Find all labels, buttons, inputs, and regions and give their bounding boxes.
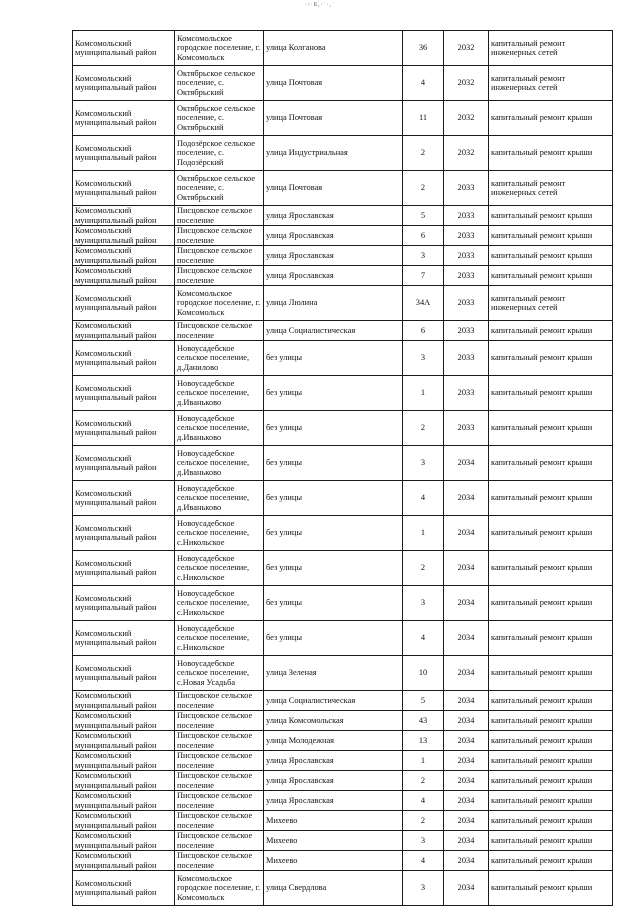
cell-house-number: 2 — [403, 411, 444, 446]
table-row — [73, 711, 613, 731]
cell-settlement: Писцовское сельское поселение — [175, 246, 264, 266]
table-row — [73, 446, 613, 481]
cell-district: Комсомольский муниципальный район — [73, 446, 175, 481]
cell-settlement: Писцовское сельское поселение — [175, 206, 264, 226]
cell-street: без улицы — [264, 621, 403, 656]
cell-house-number: 2 — [403, 811, 444, 831]
cell-house-number: 3 — [403, 246, 444, 266]
cell-year: 2034 — [444, 831, 489, 851]
cell-year: 2034 — [444, 446, 489, 481]
cell-district: Комсомольский муниципальный район — [73, 831, 175, 851]
cell-house-number: 11 — [403, 101, 444, 136]
cell-street: без улицы — [264, 411, 403, 446]
cell-street: улица Почтовая — [264, 66, 403, 101]
cell-district: Комсомольский муниципальный район — [73, 286, 175, 321]
cell-district: Комсомольский муниципальный район — [73, 551, 175, 586]
cell-settlement: Писцовское сельское поселение — [175, 751, 264, 771]
cell-year: 2033 — [444, 171, 489, 206]
cell-year: 2033 — [444, 286, 489, 321]
cell-work-type: капитальный ремонт крыши — [489, 376, 613, 411]
table-row — [73, 171, 613, 206]
cell-settlement: Писцовское сельское поселение — [175, 321, 264, 341]
cell-house-number: 2 — [403, 551, 444, 586]
table-row — [73, 246, 613, 266]
cell-district: Комсомольский муниципальный район — [73, 341, 175, 376]
cell-street: улица Ярославская — [264, 771, 403, 791]
cell-work-type: капитальный ремонт крыши — [489, 136, 613, 171]
table-row — [73, 376, 613, 411]
cell-work-type: капитальный ремонт крыши — [489, 851, 613, 871]
cell-year: 2032 — [444, 31, 489, 66]
cell-house-number: 36 — [403, 31, 444, 66]
cell-district: Комсомольский муниципальный район — [73, 411, 175, 446]
table-row — [73, 656, 613, 691]
cell-work-type: капитальный ремонт крыши — [489, 691, 613, 711]
cell-district: Комсомольский муниципальный район — [73, 751, 175, 771]
cell-year: 2033 — [444, 266, 489, 286]
cell-year: 2034 — [444, 871, 489, 906]
table-row — [73, 136, 613, 171]
cell-settlement: Комсомольское городское поселение, г. Комсомольск — [175, 286, 264, 321]
cell-work-type: капитальный ремонт инженерных сетей — [489, 66, 613, 101]
cell-settlement: Новоусадебское сельское поселение, д.Иваньково — [175, 376, 264, 411]
cell-district: Комсомольский муниципальный район — [73, 731, 175, 751]
cell-year: 2032 — [444, 136, 489, 171]
cell-year: 2034 — [444, 751, 489, 771]
table-row — [73, 226, 613, 246]
cell-work-type: капитальный ремонт крыши — [489, 621, 613, 656]
cell-house-number: 1 — [403, 376, 444, 411]
cell-house-number: 5 — [403, 206, 444, 226]
cell-settlement: Писцовское сельское поселение — [175, 711, 264, 731]
cell-settlement: Новоусадебское сельское поселение, с.Никольское — [175, 586, 264, 621]
cell-settlement: Подозёрское сельское поселение, с. Подозёрский — [175, 136, 264, 171]
cell-district: Комсомольский муниципальный район — [73, 771, 175, 791]
cell-street: улица Ярославская — [264, 266, 403, 286]
cell-house-number: 4 — [403, 851, 444, 871]
table-row — [73, 266, 613, 286]
cell-street: Михеево — [264, 811, 403, 831]
table-row — [73, 811, 613, 831]
cell-year: 2034 — [444, 691, 489, 711]
cell-district: Комсомольский муниципальный район — [73, 171, 175, 206]
cell-house-number: 3 — [403, 871, 444, 906]
cell-year: 2034 — [444, 481, 489, 516]
cell-work-type: капитальный ремонт инженерных сетей — [489, 171, 613, 206]
cell-settlement: Писцовское сельское поселение — [175, 266, 264, 286]
cell-year: 2033 — [444, 376, 489, 411]
cell-settlement: Новоусадебское сельское поселение, д.Иваньково — [175, 411, 264, 446]
table-row — [73, 31, 613, 66]
cell-street: улица Молодежная — [264, 731, 403, 751]
cell-work-type: капитальный ремонт крыши — [489, 771, 613, 791]
table-row — [73, 691, 613, 711]
table-row — [73, 516, 613, 551]
cell-year: 2033 — [444, 246, 489, 266]
cell-year: 2033 — [444, 321, 489, 341]
cell-district: Комсомольский муниципальный район — [73, 656, 175, 691]
cell-street: улица Комсомольская — [264, 711, 403, 731]
cell-work-type: капитальный ремонт крыши — [489, 811, 613, 831]
cell-district: Комсомольский муниципальный район — [73, 481, 175, 516]
cell-work-type: капитальный ремонт крыши — [489, 226, 613, 246]
cell-work-type: капитальный ремонт крыши — [489, 266, 613, 286]
cell-house-number: 13 — [403, 731, 444, 751]
cell-street: улица Свердлова — [264, 871, 403, 906]
cell-settlement: Писцовское сельское поселение — [175, 226, 264, 246]
cell-year: 2034 — [444, 731, 489, 751]
cell-district: Комсомольский муниципальный район — [73, 516, 175, 551]
table-row — [73, 551, 613, 586]
table-body — [73, 31, 613, 906]
cell-street: улица Социалистическая — [264, 321, 403, 341]
cell-settlement: Новоусадебское сельское поселение, д.Иваньково — [175, 446, 264, 481]
cell-street: без улицы — [264, 481, 403, 516]
cell-year: 2032 — [444, 101, 489, 136]
cell-year: 2033 — [444, 341, 489, 376]
cell-street: без улицы — [264, 551, 403, 586]
cell-settlement: Писцовское сельское поселение — [175, 831, 264, 851]
cell-street: улица Ярославская — [264, 206, 403, 226]
cell-house-number: 2 — [403, 136, 444, 171]
cell-house-number: 3 — [403, 586, 444, 621]
table-row — [73, 731, 613, 751]
cell-settlement: Октябрьское сельское поселение, с. Октябрьский — [175, 101, 264, 136]
cell-year: 2034 — [444, 621, 489, 656]
cell-district: Комсомольский муниципальный район — [73, 246, 175, 266]
cell-house-number: 5 — [403, 691, 444, 711]
table-row — [73, 206, 613, 226]
cell-house-number: 10 — [403, 656, 444, 691]
cell-street: без улицы — [264, 376, 403, 411]
cell-year: 2033 — [444, 226, 489, 246]
cell-district: Комсомольский муниципальный район — [73, 586, 175, 621]
table-row — [73, 586, 613, 621]
cell-street: Михеево — [264, 831, 403, 851]
cell-work-type: капитальный ремонт крыши — [489, 246, 613, 266]
cell-street: без улицы — [264, 341, 403, 376]
cell-work-type: капитальный ремонт крыши — [489, 586, 613, 621]
cell-settlement: Новоусадебское сельское поселение, с.Никольское — [175, 516, 264, 551]
table-row — [73, 286, 613, 321]
table-row — [73, 751, 613, 771]
cell-work-type: капитальный ремонт крыши — [489, 411, 613, 446]
cell-house-number: 3 — [403, 446, 444, 481]
cell-house-number: 7 — [403, 266, 444, 286]
cell-district: Комсомольский муниципальный район — [73, 206, 175, 226]
cell-year: 2032 — [444, 66, 489, 101]
cell-work-type: капитальный ремонт крыши — [489, 101, 613, 136]
cell-year: 2034 — [444, 811, 489, 831]
cell-settlement: Писцовское сельское поселение — [175, 851, 264, 871]
cell-district: Комсомольский муниципальный район — [73, 266, 175, 286]
cell-year: 2034 — [444, 771, 489, 791]
cell-house-number: 6 — [403, 321, 444, 341]
cell-work-type: капитальный ремонт крыши — [489, 791, 613, 811]
cell-year: 2034 — [444, 711, 489, 731]
cell-district: Комсомольский муниципальный район — [73, 791, 175, 811]
cell-district: Комсомольский муниципальный район — [73, 66, 175, 101]
cell-house-number: 43 — [403, 711, 444, 731]
table-row — [73, 321, 613, 341]
cell-year: 2034 — [444, 516, 489, 551]
cell-year: 2034 — [444, 586, 489, 621]
cell-street: без улицы — [264, 516, 403, 551]
cell-work-type: капитальный ремонт крыши — [489, 341, 613, 376]
cell-house-number: 34А — [403, 286, 444, 321]
cell-house-number: 1 — [403, 516, 444, 551]
cell-street: улица Социалистическая — [264, 691, 403, 711]
cell-settlement: Комсомольское городское поселение, г. Комсомольск — [175, 871, 264, 906]
cell-house-number: 2 — [403, 771, 444, 791]
cell-settlement: Комсомольское городское поселение, г. Комсомольск — [175, 31, 264, 66]
cell-settlement: Новоусадебское сельское поселение, с.Никольское — [175, 551, 264, 586]
cell-street: улица Почтовая — [264, 101, 403, 136]
cell-house-number: 4 — [403, 66, 444, 101]
table-row — [73, 791, 613, 811]
cell-street: улица Ярославская — [264, 791, 403, 811]
cell-district: Комсомольский муниципальный район — [73, 321, 175, 341]
cell-district: Комсомольский муниципальный район — [73, 226, 175, 246]
cell-work-type: капитальный ремонт крыши — [489, 871, 613, 906]
cell-street: улица Почтовая — [264, 171, 403, 206]
cell-settlement: Писцовское сельское поселение — [175, 731, 264, 751]
cell-year: 2034 — [444, 656, 489, 691]
table-row — [73, 831, 613, 851]
cell-district: Комсомольский муниципальный район — [73, 851, 175, 871]
cell-street: улица Индустриальная — [264, 136, 403, 171]
table-row — [73, 411, 613, 446]
cell-house-number: 3 — [403, 341, 444, 376]
cell-settlement: Писцовское сельское поселение — [175, 771, 264, 791]
table-row — [73, 851, 613, 871]
table-row — [73, 481, 613, 516]
cell-street: улица Колганова — [264, 31, 403, 66]
cell-house-number: 1 — [403, 751, 444, 771]
cell-district: Комсомольский муниципальный район — [73, 101, 175, 136]
cell-district: Комсомольский муниципальный район — [73, 711, 175, 731]
cell-street: улица Зеленая — [264, 656, 403, 691]
cell-house-number: 2 — [403, 171, 444, 206]
cell-work-type: капитальный ремонт крыши — [489, 446, 613, 481]
cell-year: 2033 — [444, 411, 489, 446]
cell-house-number: 3 — [403, 831, 444, 851]
cell-street: улица Люлина — [264, 286, 403, 321]
table-row — [73, 341, 613, 376]
cell-street: без улицы — [264, 586, 403, 621]
cell-settlement: Писцовское сельское поселение — [175, 811, 264, 831]
cell-house-number: 6 — [403, 226, 444, 246]
cell-settlement: Писцовское сельское поселение — [175, 791, 264, 811]
cell-settlement: Писцовское сельское поселение — [175, 691, 264, 711]
scan-mark: ·/·Б,·˙·,˙ — [304, 2, 336, 8]
cell-street: Михеево — [264, 851, 403, 871]
cell-work-type: капитальный ремонт крыши — [489, 656, 613, 691]
cell-settlement: Октябрьское сельское поселение, с. Октябрьский — [175, 66, 264, 101]
table-row — [73, 771, 613, 791]
cell-year: 2034 — [444, 851, 489, 871]
cell-district: Комсомольский муниципальный район — [73, 31, 175, 66]
cell-street: улица Ярославская — [264, 246, 403, 266]
cell-work-type: капитальный ремонт крыши — [489, 481, 613, 516]
cell-district: Комсомольский муниципальный район — [73, 871, 175, 906]
cell-house-number: 4 — [403, 481, 444, 516]
cell-house-number: 4 — [403, 791, 444, 811]
cell-year: 2033 — [444, 206, 489, 226]
cell-work-type: капитальный ремонт крыши — [489, 516, 613, 551]
cell-settlement: Новоусадебское сельское поселение, с.Никольское — [175, 621, 264, 656]
cell-work-type: капитальный ремонт инженерных сетей — [489, 31, 613, 66]
table-row — [73, 101, 613, 136]
cell-work-type: капитальный ремонт крыши — [489, 321, 613, 341]
cell-street: улица Ярославская — [264, 226, 403, 246]
cell-house-number: 4 — [403, 621, 444, 656]
cell-work-type: капитальный ремонт инженерных сетей — [489, 286, 613, 321]
cell-work-type: капитальный ремонт крыши — [489, 731, 613, 751]
cell-year: 2034 — [444, 551, 489, 586]
cell-settlement: Новоусадебское сельское поселение, с.Новая Усадьба — [175, 656, 264, 691]
cell-work-type: капитальный ремонт крыши — [489, 206, 613, 226]
table-row — [73, 621, 613, 656]
repair-schedule-table — [72, 30, 613, 906]
cell-street: без улицы — [264, 446, 403, 481]
cell-street: улица Ярославская — [264, 751, 403, 771]
cell-work-type: капитальный ремонт крыши — [489, 751, 613, 771]
table-row — [73, 66, 613, 101]
cell-district: Комсомольский муниципальный район — [73, 811, 175, 831]
cell-work-type: капитальный ремонт крыши — [489, 831, 613, 851]
cell-district: Комсомольский муниципальный район — [73, 136, 175, 171]
cell-district: Комсомольский муниципальный район — [73, 621, 175, 656]
cell-district: Комсомольский муниципальный район — [73, 376, 175, 411]
cell-year: 2034 — [444, 791, 489, 811]
cell-settlement: Октябрьское сельское поселение, с. Октябрьский — [175, 171, 264, 206]
cell-district: Комсомольский муниципальный район — [73, 691, 175, 711]
cell-work-type: капитальный ремонт крыши — [489, 711, 613, 731]
cell-work-type: капитальный ремонт крыши — [489, 551, 613, 586]
cell-settlement: Новоусадебское сельское поселение, д.Данилово — [175, 341, 264, 376]
table-row — [73, 871, 613, 906]
cell-settlement: Новоусадебское сельское поселение, д.Иваньково — [175, 481, 264, 516]
